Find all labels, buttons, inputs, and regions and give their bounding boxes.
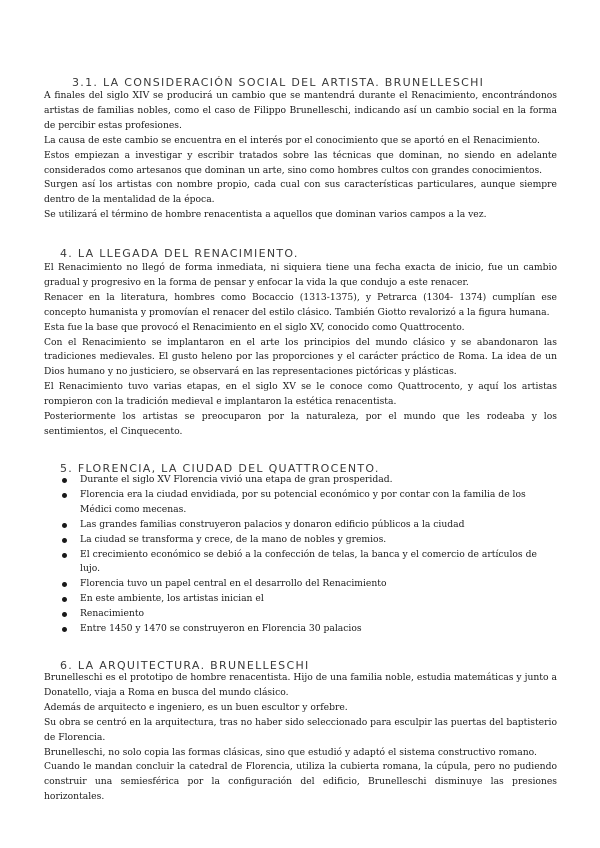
paragraph: Surgen así los artistas con nombre propio, cada cual con sus características particulares, aunque siempre dentro de la mentalidad de la época.	[44, 179, 557, 206]
paragraph: Además de arquitecto e ingeniero, es un buen escultor y orfebre.	[44, 701, 348, 713]
paragraph: Se utilizará el término de hombre renacentista a aquellos que dominan varios campos a la vez.	[44, 209, 487, 221]
section-heading-4: 4. LA LLEGADA DEL RENACIMIENTO.	[60, 247, 299, 261]
list-item: Renacimiento	[62, 607, 557, 622]
paragraph: El Renacimiento no llegó de forma inmediata, ni siquiera tiene una fecha exacta de inicio, fue un cambio gradual y progresivo en la forma de pensar y enfocar la vida la que condujo a este renacer.	[44, 262, 557, 288]
section-heading-5: 5. FLORENCIA, LA CIUDAD DEL QUATTROCENTO.	[60, 462, 380, 476]
paragraph: Brunelleschi es el prototipo de hombre renacentista. Hijo de una familia noble, estudia matemáticas y junto a Donatello, viaja a Roma en busca del mundo clásico.	[44, 672, 557, 698]
list-item: La ciudad se transforma y crece, de la mano de nobles y gremios.	[62, 533, 557, 548]
paragraph: Brunelleschi, no solo copia las formas clásicas, sino que estudió y adaptó el sistema constructivo romano.	[44, 746, 537, 758]
paragraph: El Renacimiento tuvo varias etapas, en el siglo XV se le conoce como Quattrocento, y aquí los artistas rompieron con la tradición medieval e implantaron la estética renacentista.	[44, 381, 557, 408]
paragraph: Estos empiezan a investigar y escribir tratados sobre las técnicas que dominan, no siendo en adelante considerados como artesanos que dominan un arte, sino como hombres cultos con grandes conocimientos.	[44, 149, 557, 176]
list-item: El crecimiento económico se debió a la confección de telas, la banca y el comercio de artículos de lujo.	[62, 548, 557, 578]
paragraph: A finales del siglo XIV se producirá un cambio que se mantendrá durante el Renacimiento, encontrándonos artistas de familias nobles, como el caso de Filippo Brunelleschi, indicando así un cambio social en la forma de percibir estas profesiones.	[44, 90, 557, 131]
list-item: Durante el siglo XV Florencia vivió una etapa de gran prosperidad.	[62, 473, 557, 488]
paragraph: Esta fue la base que provocó el Renacimiento en el siglo XV, conocido como Quattrocento.	[44, 321, 465, 333]
paragraph: Con el Renacimiento se implantaron en el arte los principios del mundo clásico y se abandonaron las tradiciones medievales. El gusto heleno por las proporciones y el carácter práctico de Roma. La idea de un Dios humano y no justiciero, se observará en las representaciones pictóricas y plásticas.	[44, 336, 557, 378]
section-body-6	[44, 671, 557, 805]
list-item: Las grandes familias construyeron palacios y donaron edificio públicos a la ciudad	[62, 518, 557, 533]
paragraph: Posteriormente los artistas se preocuparon por la naturaleza, por el mundo que les rodeaba y los sentimientos, el Cinquecento.	[44, 411, 557, 437]
bullet-list	[62, 473, 557, 637]
list-item: Florencia tuvo un papel central en el desarrollo del Renacimiento	[62, 577, 557, 592]
section-body-4	[44, 261, 557, 440]
section-body-3-1	[44, 89, 557, 223]
section-heading-3-1: 3.1. LA CONSIDERACIÓN SOCIAL DEL ARTISTA. BRUNELLESCHI	[72, 76, 485, 90]
paragraph: Su obra se centró en la arquitectura, tras no haber sido seleccionado para esculpir las puertas del baptisterio de Florencia.	[44, 716, 557, 743]
list-item: Entre 1450 y 1470 se construyeron en Florencia 30 palacios	[62, 622, 557, 637]
paragraph: La causa de este cambio se encuentra en el interés por el conocimiento que se aportó en el Renacimiento.	[44, 134, 540, 146]
list-item: En este ambiente, los artistas inician el	[62, 592, 557, 607]
section-heading-6: 6. LA ARQUITECTURA. BRUNELLESCHI	[60, 659, 310, 673]
paragraph: Cuando le mandan concluir la catedral de Florencia, utiliza la cubierta romana, la cúpula, pero no pudiendo construir una semiesférica por la configuración del edificio, Brunelleschi disminuye las presiones horizontales.	[44, 761, 557, 803]
list-item: Florencia era la ciudad envidiada, por su potencial económico y por contar con la familia de los Médici como mecenas.	[62, 488, 557, 518]
paragraph: Renacer en la literatura, hombres como Bocaccio (1313-1375), y Petrarca (1304- 1374) cumplían ese concepto humanista y promovían el renacer del estilo clásico. También Giotto revalorizó a la figura humana.	[44, 291, 557, 318]
